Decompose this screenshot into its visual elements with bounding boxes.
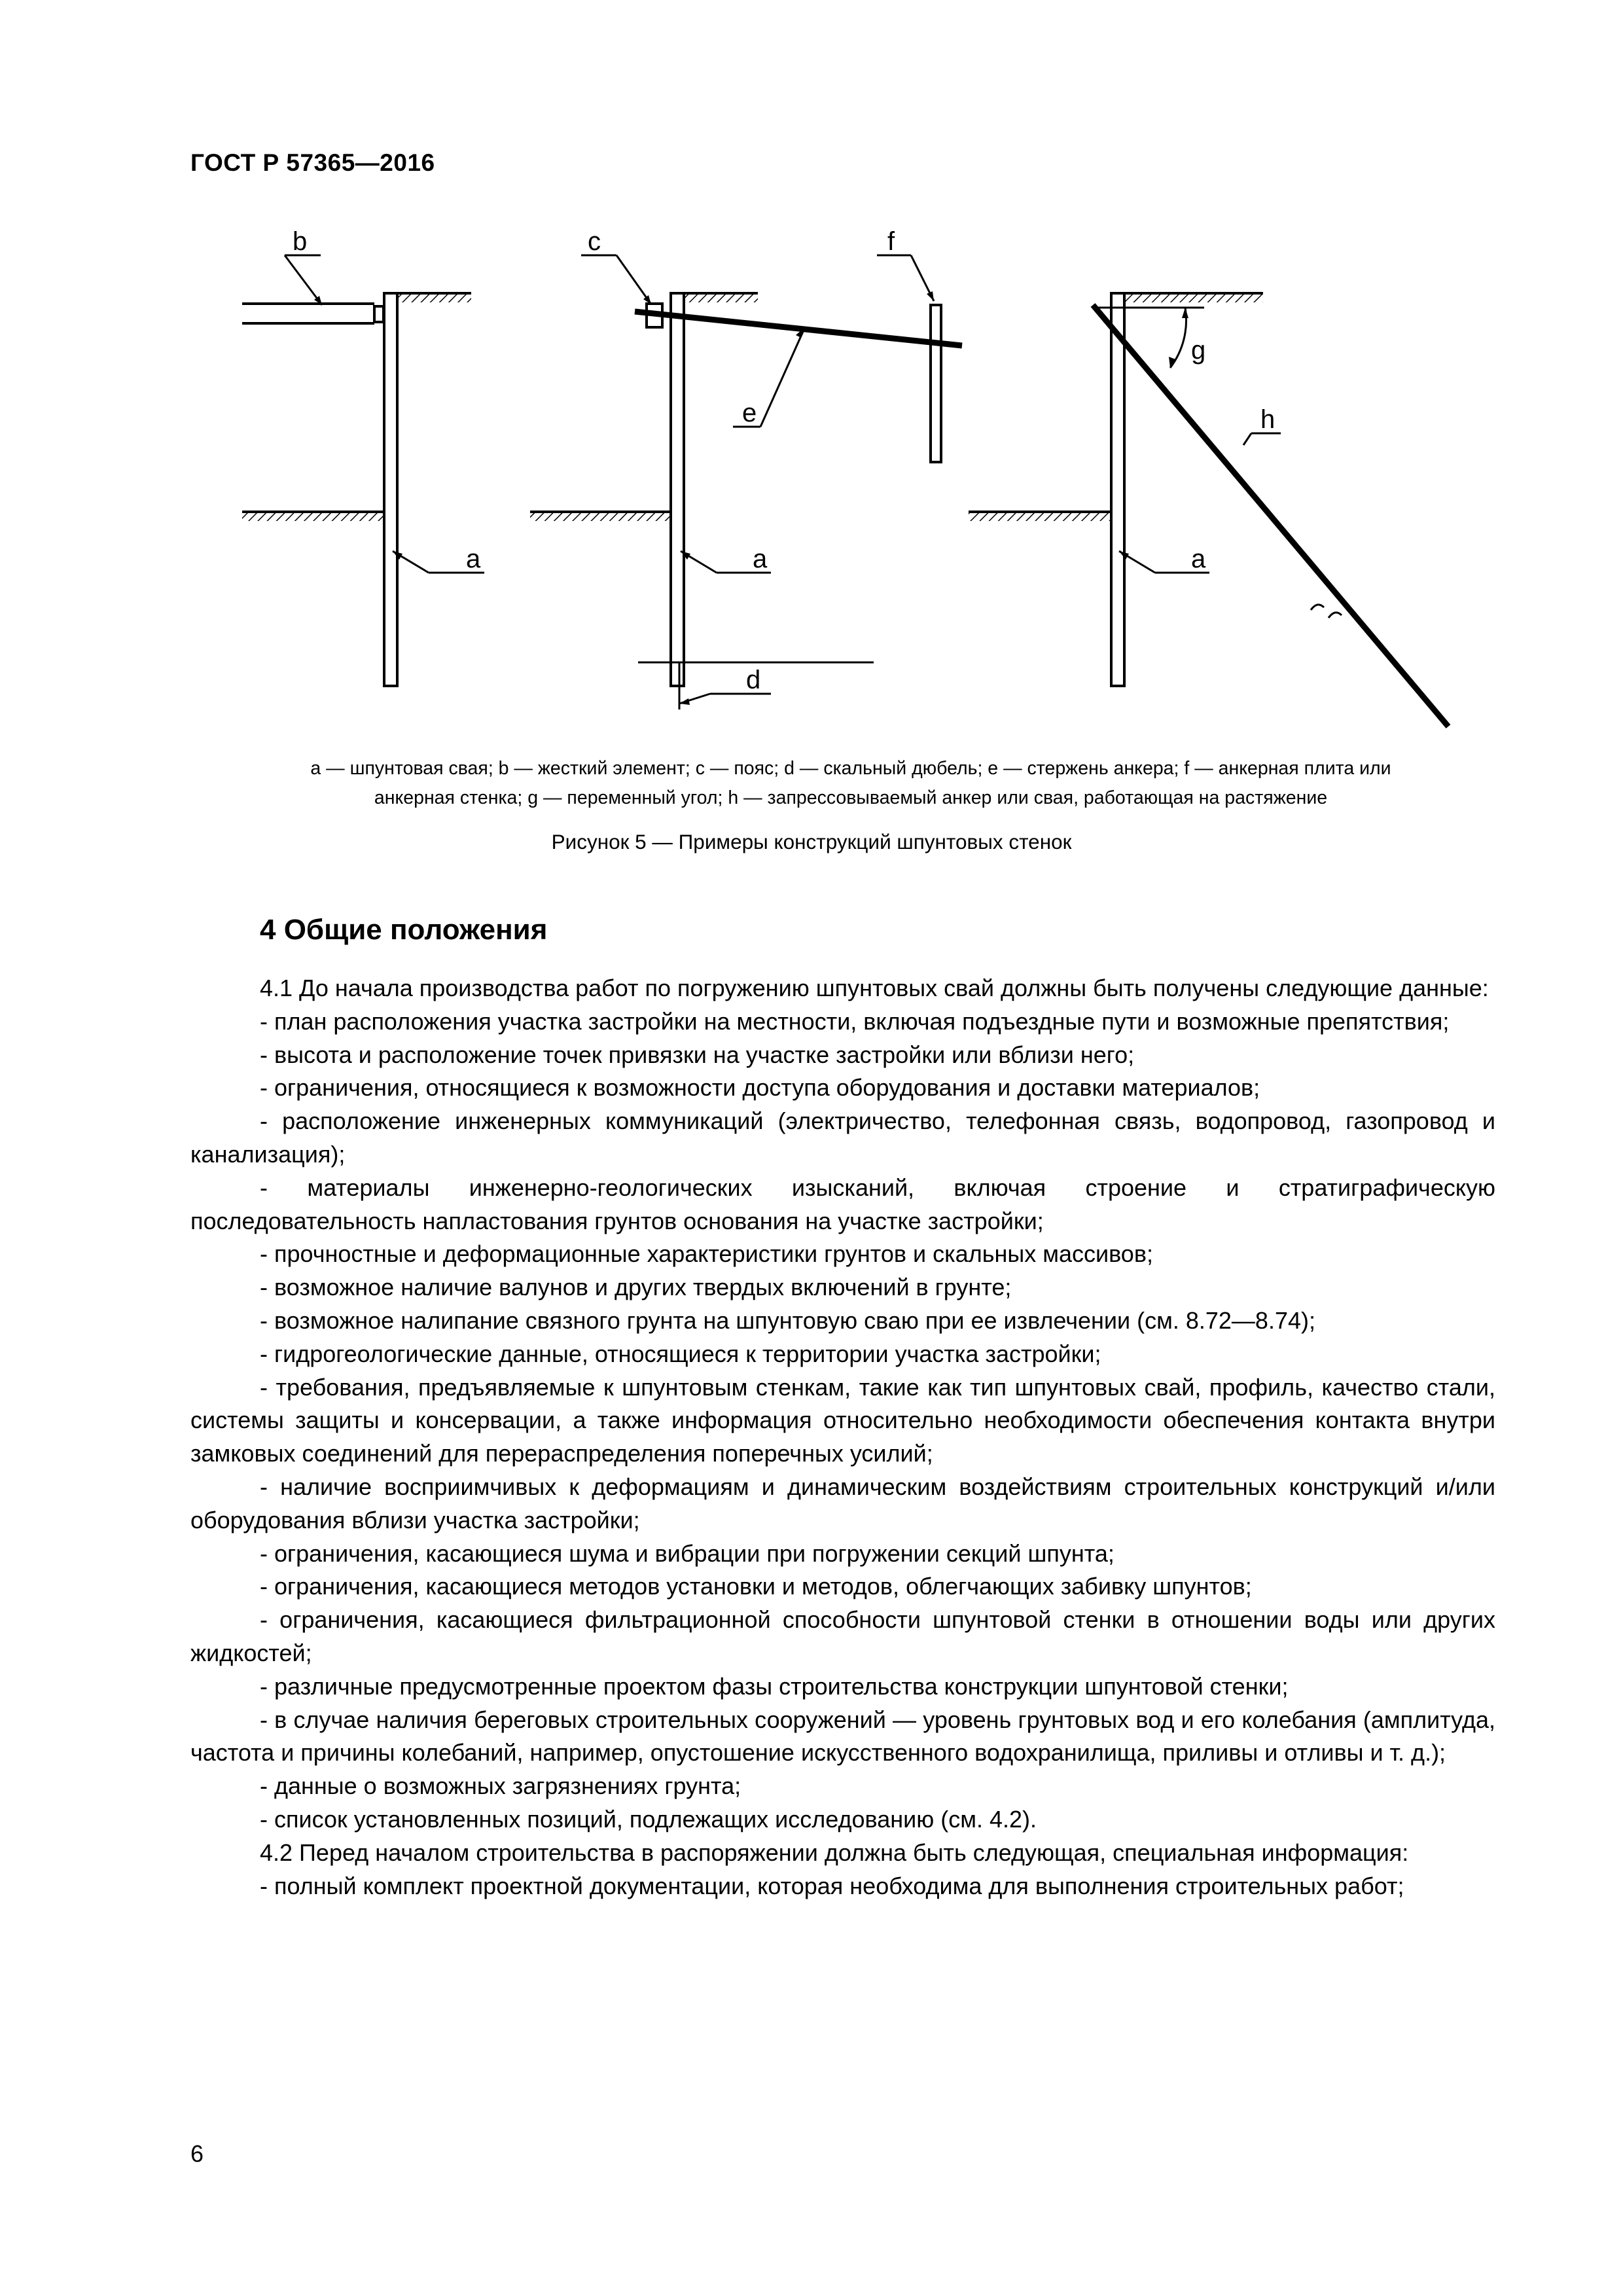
list-item: - план расположения участка застройки на местности, включая подъездные пути и возможные препятствия;: [260, 1007, 1450, 1035]
list-item: - данные о возможных загрязнениях грунта;: [260, 1772, 741, 1800]
figure-caption: Рисунок 5 — Примеры конструкций шпунтовых стенок: [551, 830, 1072, 853]
list-item: - в случае наличия береговых строительных сооружений — уровень грунтовых вод и его колебания (амплитуда, частота и причины колебаний, например, опустошение искусственного водохранилища, приливы и отливы и т. д.);: [190, 1706, 1495, 1767]
label-d: d: [746, 666, 761, 694]
list-item: - гидрогеологические данные, относящиеся к территории участка застройки;: [260, 1340, 1101, 1367]
label-h: h: [1260, 405, 1275, 434]
list-item: - расположение инженерных коммуникаций (электричество, телефонная связь, водопровод, газопровод и канализация);: [190, 1107, 1495, 1168]
list-item: - ограничения, касающиеся фильтрационной способности шпунтовой стенки в отношении воды или других жидкостей;: [190, 1606, 1495, 1666]
drawing-1-rigid-element: [242, 227, 484, 686]
list-item: - материалы инженерно-геологических изысканий, включая строение и стратиграфическую последовательность напластования грунтов основания на участке застройки;: [190, 1174, 1495, 1234]
legend-line-1: a — шпунтовая свая; b — жесткий элемент; c — пояс; d — скальный дюбель; e — стержень анкера; f — анкерная плита или: [310, 758, 1391, 779]
section-heading: 4 Общие положения: [260, 914, 548, 946]
anchor-plate-f: [931, 305, 941, 462]
ground-hatch-top-1: [398, 293, 471, 302]
drawing-2-anchor-rod: [530, 227, 962, 709]
label-b: b: [293, 227, 308, 256]
list-item: - прочностные и деформационные характеристики грунтов и скальных массивов;: [260, 1240, 1153, 1268]
tension-pile-h: [1093, 305, 1448, 726]
label-a-1: a: [466, 545, 481, 573]
list-item: - возможное налипание связного грунта на шпунтовую сваю при ее извлечении (см. 8.72—8.74);: [260, 1306, 1315, 1334]
list-item: - требования, предъявляемые к шпунтовым стенкам, такие как тип шпунтовых свай, профиль, качество стали, системы защиты и консервации, а также информация относительно необходимости обеспечения контакта внутри замковых соединений для перераспределения поперечных усилий;: [190, 1373, 1495, 1467]
list-item: - ограничения, касающиеся методов установки и методов, облегчающих забивку шпунтов;: [260, 1573, 1252, 1600]
list-item: - наличие восприимчивых к деформациям и динамическим воздействиям строительных конструкций и/или оборудования вблизи участка застройки;: [190, 1473, 1495, 1534]
list-item: - список установленных позиций, подлежащих исследованию (см. 4.2).: [260, 1805, 1037, 1833]
label-a-3: a: [1191, 545, 1206, 573]
label-a-2: a: [753, 545, 768, 573]
drawing-3-tension-pile: [969, 293, 1448, 726]
list-item: - ограничения, касающиеся шума и вибрации при погружении секций шпунта;: [260, 1539, 1115, 1567]
label-f: f: [887, 227, 895, 256]
rigid-element-connector: [374, 306, 383, 322]
ground-hatch-bottom-1: [242, 512, 383, 521]
list-item: - высота и расположение точек привязки на участке застройки или вблизи него;: [260, 1041, 1135, 1068]
section-body: [190, 972, 1495, 1903]
sheet-pile-3: [1111, 293, 1124, 686]
list-item: - полный комплект проектной документации, которая необходима для выполнения строительных работ;: [260, 1872, 1404, 1899]
sheet-pile-2: [671, 293, 684, 686]
label-g: g: [1191, 336, 1206, 365]
list-item: - возможное наличие валунов и других твердых включений в грунте;: [260, 1274, 1012, 1301]
page-number: 6: [190, 2140, 204, 2167]
label-e: e: [742, 399, 757, 427]
list-item: - ограничения, относящиеся к возможности доступа оборудования и доставки материалов;: [260, 1074, 1260, 1102]
sheet-pile-1: [384, 293, 397, 686]
label-c: c: [588, 227, 601, 256]
figure-drawing: [223, 223, 1492, 746]
document-code-header: ГОСТ Р 57365—2016: [190, 149, 435, 176]
figure-legend: [209, 754, 1492, 813]
legend-line-2: анкерная стенка; g — переменный угол; h — запрессовываемый анкер или свая, работающая на растяжение: [374, 787, 1328, 808]
figure-sheet-pile-examples: [223, 223, 1492, 746]
list-item: - различные предусмотренные проектом фазы строительства конструкции шпунтовой стенки;: [260, 1672, 1289, 1700]
paragraph: 4.2 Перед началом строительства в распоряжении должна быть следующая, специальная информация:: [260, 1839, 1409, 1866]
paragraph: 4.1 До начала производства работ по погружению шпунтовых свай должны быть получены следующие данные:: [260, 975, 1489, 1001]
